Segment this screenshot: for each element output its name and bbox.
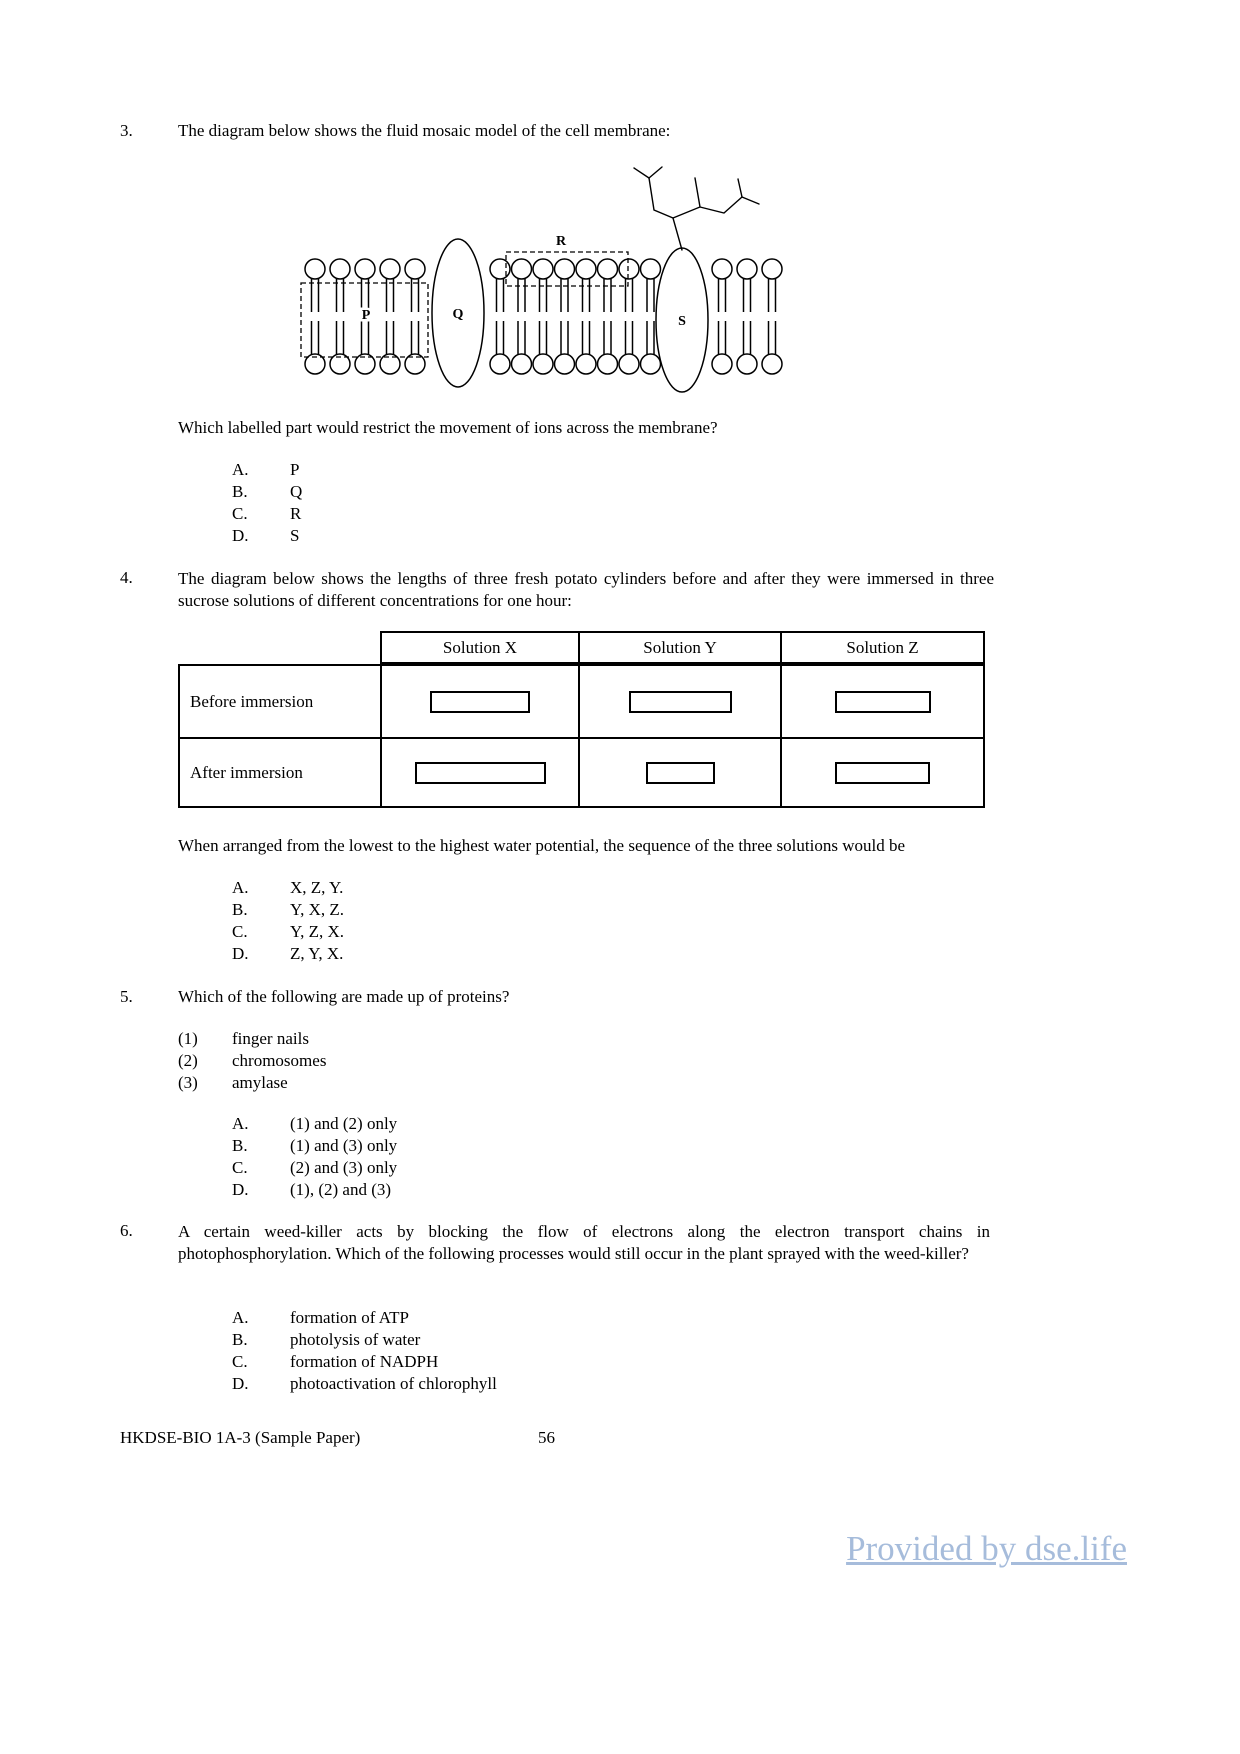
option-letter: A. xyxy=(232,1308,249,1327)
option-text: P xyxy=(290,460,300,479)
option-row xyxy=(232,899,344,921)
diagram-label-s: S xyxy=(678,314,686,329)
option-text: Y, X, Z. xyxy=(290,900,344,919)
question-4-number: 4. xyxy=(120,568,133,587)
option-text: Y, Z, X. xyxy=(290,922,344,941)
option-row xyxy=(232,1135,397,1157)
option-text: photolysis of water xyxy=(290,1330,421,1349)
option-row xyxy=(232,1351,497,1373)
option-letter: D. xyxy=(232,526,249,545)
option-row xyxy=(232,503,302,525)
numbered-item xyxy=(178,1028,326,1050)
option-letter: A. xyxy=(232,460,249,479)
question-3-number: 3. xyxy=(120,121,133,140)
option-letter: C. xyxy=(232,922,248,941)
item-text: finger nails xyxy=(232,1029,309,1048)
potato-cylinder-after-y xyxy=(646,762,715,784)
potato-cylinder-after-z xyxy=(835,762,930,784)
table-cell-before-x xyxy=(382,666,578,737)
item-number: (3) xyxy=(178,1073,198,1092)
option-text: Q xyxy=(290,482,303,501)
option-row xyxy=(232,1179,397,1201)
option-text: (1) and (2) only xyxy=(290,1114,398,1133)
option-row xyxy=(232,1373,497,1395)
option-letter: D. xyxy=(232,944,249,963)
table-header-row xyxy=(380,631,985,664)
table-header-solution-y: Solution Y xyxy=(578,633,780,662)
option-row xyxy=(232,1157,397,1179)
question-4-options xyxy=(232,877,344,965)
potato-cylinder-before-z xyxy=(835,691,931,713)
option-letter: C. xyxy=(232,504,248,523)
option-text: (1) and (3) only xyxy=(290,1136,398,1155)
option-row xyxy=(232,943,344,965)
option-letter: B. xyxy=(232,482,248,501)
option-row xyxy=(232,1307,497,1329)
question-3-stem: Which labelled part would restrict the movement of ions across the membrane? xyxy=(178,418,718,437)
row-label-after-immersion: After immersion xyxy=(190,762,303,782)
footer-paper-code: HKDSE-BIO 1A-3 (Sample Paper) xyxy=(120,1428,361,1447)
question-4-intro: The diagram below shows the lengths of three fresh potato cylinders before and after they were immersed in three sucrose solutions of different concentrations for one hour: xyxy=(178,569,994,610)
table-cell-after-x xyxy=(382,737,578,806)
item-number: (1) xyxy=(178,1029,198,1048)
watermark-link[interactable]: Provided by dse.life xyxy=(846,1529,1127,1568)
option-text: X, Z, Y. xyxy=(290,878,344,897)
option-text: Z, Y, X. xyxy=(290,944,344,963)
potato-cylinder-before-y xyxy=(629,691,732,713)
option-text: (2) and (3) only xyxy=(290,1158,398,1177)
option-letter: C. xyxy=(232,1158,248,1177)
option-text: formation of ATP xyxy=(290,1308,409,1327)
table-body xyxy=(380,664,985,808)
option-letter: C. xyxy=(232,1352,248,1371)
results-table xyxy=(178,631,985,808)
numbered-item xyxy=(178,1072,326,1094)
footer-page-number: 56 xyxy=(538,1428,555,1447)
question-5-items xyxy=(178,1028,326,1094)
table-header-solution-z: Solution Z xyxy=(780,633,983,662)
question-6-intro: A certain weed-killer acts by blocking the flow of electrons along the electron transport chains in photophosphorylation. Which of the following processes would still occur in the plant sprayed with the weed-killer? xyxy=(178,1222,990,1263)
table-cell-before-y xyxy=(578,666,780,737)
option-letter: A. xyxy=(232,1114,249,1133)
question-6-options xyxy=(232,1307,497,1395)
diagram-label-q: Q xyxy=(452,307,464,322)
option-text: R xyxy=(290,504,302,523)
question-5-options xyxy=(232,1113,397,1201)
option-row xyxy=(232,921,344,943)
question-5-intro: Which of the following are made up of proteins? xyxy=(178,987,510,1006)
option-letter: A. xyxy=(232,878,249,897)
potato-cylinder-after-x xyxy=(415,762,546,784)
table-header-solution-x: Solution X xyxy=(442,637,518,657)
item-text: amylase xyxy=(232,1073,288,1092)
diagram-label-p: P xyxy=(361,308,371,323)
option-letter: B. xyxy=(232,1136,248,1155)
potato-cylinder-before-x xyxy=(430,691,530,713)
glycoprotein-carbohydrate-chain xyxy=(634,167,759,250)
question-3-options xyxy=(232,459,302,547)
diagram-label-r: R xyxy=(555,234,567,249)
option-row xyxy=(232,1329,497,1351)
option-letter: D. xyxy=(232,1374,249,1393)
option-text: photoactivation of chlorophyll xyxy=(290,1374,497,1393)
option-letter: B. xyxy=(232,1330,248,1349)
option-text: formation of NADPH xyxy=(290,1352,439,1371)
option-letter: D. xyxy=(232,1180,249,1199)
table-cell-after-z xyxy=(780,737,983,806)
option-row xyxy=(232,877,344,899)
option-text: (1), (2) and (3) xyxy=(290,1180,392,1199)
option-row xyxy=(232,459,302,481)
option-row xyxy=(232,1113,397,1135)
item-number: (2) xyxy=(178,1051,198,1070)
table-cell-after-y xyxy=(578,737,780,806)
table-row-label-column xyxy=(178,664,382,808)
question-4-stem: When arranged from the lowest to the highest water potential, the sequence of the three solutions would be xyxy=(178,836,905,855)
question-3-intro: The diagram below shows the fluid mosaic model of the cell membrane: xyxy=(178,121,671,140)
question-6-number: 6. xyxy=(120,1221,133,1240)
row-label-before-immersion: Before immersion xyxy=(180,666,380,739)
question-5-number: 5. xyxy=(120,987,133,1006)
option-text: S xyxy=(290,526,300,545)
table-cell-before-z xyxy=(780,666,983,737)
option-row xyxy=(232,525,302,547)
item-text: chromosomes xyxy=(232,1051,327,1070)
option-row xyxy=(232,481,302,503)
fluid-mosaic-membrane-diagram xyxy=(293,160,803,395)
numbered-item xyxy=(178,1050,326,1072)
option-letter: B. xyxy=(232,900,248,919)
